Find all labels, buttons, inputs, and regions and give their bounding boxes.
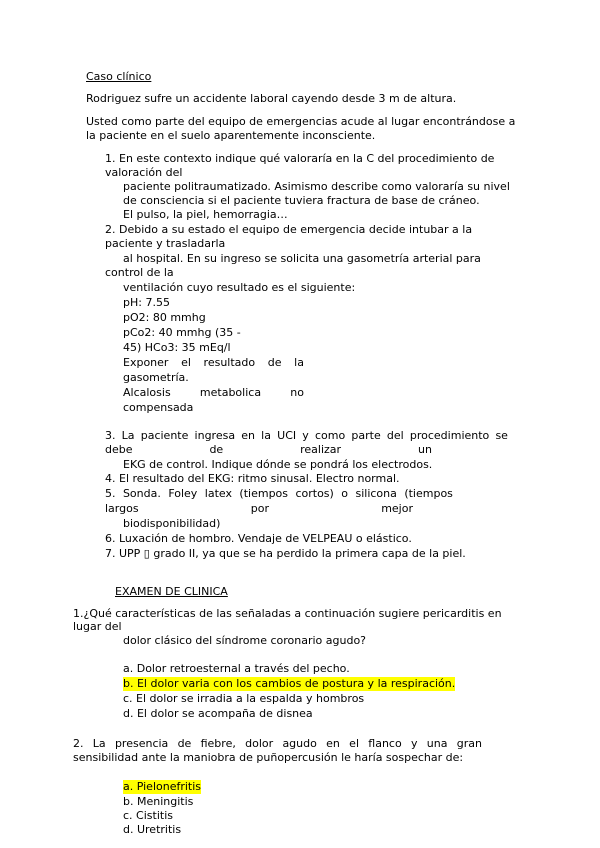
question-item-1: valoración del: [105, 166, 183, 179]
answer-option: d. Uretritis: [123, 823, 182, 836]
question-item-5: 5. Sonda. Foley latex (tiempos cortos) o silicona (tiempos: [105, 487, 453, 500]
question-item-2: paciente y trasladarla: [105, 237, 226, 250]
answer-option: b. Meningitis: [123, 795, 194, 808]
gas-value: pCo2: 40 mmhg (35 -: [123, 326, 241, 339]
exam-question-1: lugar del: [73, 620, 122, 633]
exam-question-2: 2. La presencia de fiebre, dolor agudo en el flanco y una gran: [73, 737, 482, 750]
case-intro: la paciente en el suelo aparentemente inconsciente.: [86, 129, 376, 142]
question-item-2: 2. Debido a su estado el equipo de emergencia decide intubar a la: [105, 223, 473, 236]
question-item-3: 3. La paciente ingresa en la UCI y como parte del procedimiento se: [105, 429, 508, 442]
question-item-6: 6. Luxación de hombro. Vendaje de VELPEAU o elástico.: [105, 532, 412, 545]
question-item-1: 1. En este contexto indique qué valoraría en la C del procedimiento de: [105, 152, 495, 165]
answer-text: gasometría.: [123, 371, 189, 384]
gas-value: pH: 7.55: [123, 296, 170, 309]
question-item-1: paciente politraumatizado. Asimismo describe como valoraría su nivel: [123, 180, 510, 193]
question-item-2: ventilación cuyo resultado es el siguiente:: [123, 281, 356, 294]
case-title: Caso clínico: [86, 70, 152, 83]
question-item-3: debe de realizar un: [105, 443, 432, 456]
answer-option-highlighted: a. Pielonefritis: [123, 780, 202, 793]
question-item-4: 4. El resultado del EKG: ritmo sinusal. Electro normal.: [105, 472, 400, 485]
answer-text: El pulso, la piel, hemorragia…: [123, 208, 288, 221]
question-item-5: largos por mejor: [105, 502, 413, 515]
answer-option-highlighted: b. El dolor varia con los cambios de postura y la respiración.: [123, 677, 456, 690]
exam-question-2: sensibilidad ante la maniobra de puñopercusión le haría sospechar de:: [73, 751, 464, 764]
answer-option: a. Dolor retroesternal a través del pecho.: [123, 662, 350, 675]
question-item-2: al hospital. En su ingreso se solicita una gasometría arterial para: [123, 252, 481, 265]
exam-title: EXAMEN DE CLINICA: [115, 585, 228, 598]
case-intro: Usted como parte del equipo de emergencias acude al lugar encontrándose a: [86, 115, 516, 128]
answer-text: Alcalosis metabolica no: [123, 386, 304, 399]
question-item-7: 7. UPP ▯ grado II, ya que se ha perdido la primera capa de la piel.: [105, 547, 466, 560]
answer-text: compensada: [123, 401, 194, 414]
answer-option: c. Cistitis: [123, 809, 173, 822]
question-item-2: control de la: [105, 266, 174, 279]
question-item-1: de consciencia si el paciente tuviera fractura de base de cráneo.: [123, 194, 480, 207]
exam-question-1: dolor clásico del síndrome coronario agudo?: [123, 634, 367, 647]
answer-option: d. El dolor se acompaña de disnea: [123, 707, 313, 720]
question-item-3: EKG de control. Indique dónde se pondrá los electrodos.: [123, 458, 433, 471]
exam-question-1: 1.¿Qué características de las señaladas a continuación sugiere pericarditis en: [73, 607, 502, 620]
case-intro: Rodriguez sufre un accidente laboral cayendo desde 3 m de altura.: [86, 92, 457, 105]
gas-value: 45) HCo3: 35 mEq/l: [123, 341, 231, 354]
answer-text: Exponer el resultado de la: [123, 356, 304, 369]
question-item-5: biodisponibilidad): [123, 517, 221, 530]
answer-option: c. El dolor se irradia a la espalda y hombros: [123, 692, 365, 705]
gas-value: pO2: 80 mmhg: [123, 311, 206, 324]
